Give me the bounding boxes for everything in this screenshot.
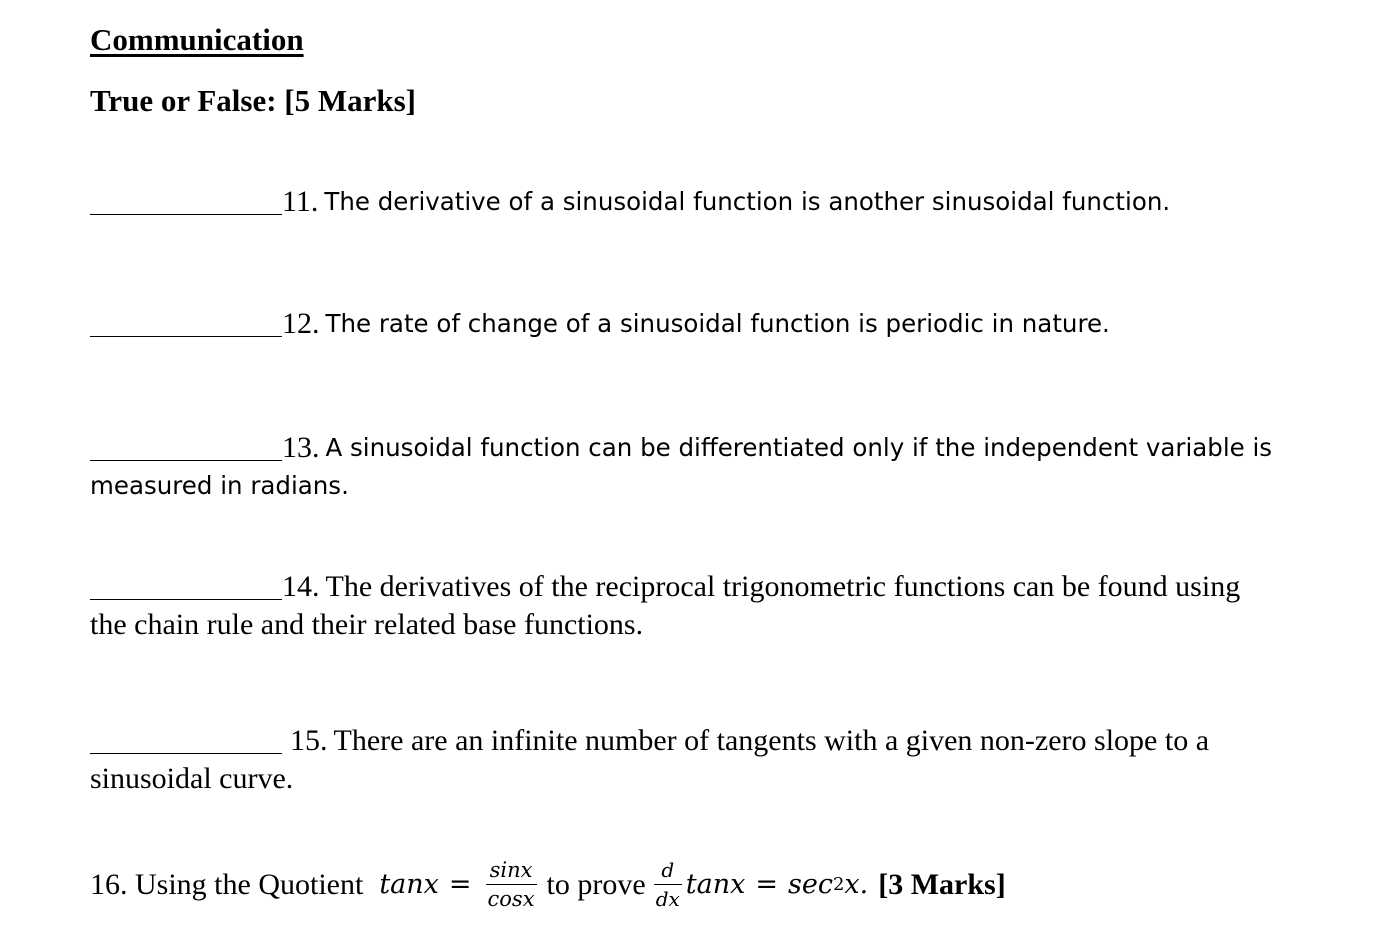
question-text: The derivatives of the reciprocal trigonometric functions can be found using	[325, 570, 1241, 603]
derivative-numerator: d	[661, 858, 675, 882]
math-lhs: tanx	[379, 869, 439, 900]
question-number: 14.	[282, 570, 320, 603]
question-11	[90, 185, 1350, 219]
answer-blank[interactable]	[90, 214, 282, 215]
question-text: A sinusoidal function can be differentiated only if the independent variable is	[325, 433, 1273, 462]
derivative-denominator: dx	[655, 887, 680, 911]
question-12	[90, 307, 1350, 341]
question-16-middle: to prove	[546, 867, 646, 901]
derivative-operator	[654, 858, 682, 911]
quotient-fraction	[486, 858, 537, 911]
section-subtitle: True or False: [5 Marks]	[90, 83, 416, 118]
answer-blank[interactable]	[90, 460, 282, 461]
question-text-continued: sinusoidal curve.	[90, 762, 294, 795]
math-rhs-exponent: 2	[832, 874, 845, 895]
question-number: 13.	[282, 431, 320, 464]
question-text-continued: the chain rule and their related base functions.	[90, 608, 644, 641]
answer-blank[interactable]	[90, 599, 282, 600]
question-text-continued: measured in radians.	[90, 471, 349, 500]
math-rhs-base: sec	[787, 869, 833, 900]
derivative-function: tanx	[685, 869, 746, 900]
answer-blank[interactable]	[90, 336, 282, 337]
fraction-numerator: sinx	[489, 858, 533, 882]
math-rhs-variable: x.	[844, 869, 869, 900]
question-text: The derivative of a sinusoidal function is another sinusoidal function.	[324, 187, 1171, 216]
question-15	[90, 724, 1350, 796]
question-number: 15.	[290, 724, 328, 757]
section-title: Communication	[90, 22, 304, 57]
math-equals: =	[448, 869, 472, 900]
question-text: There are an infinite number of tangents with a given non-zero slope to a	[333, 724, 1210, 757]
question-13	[90, 431, 1350, 503]
fraction-denominator: cosx	[487, 887, 535, 911]
question-16-prefix: 16. Using the Quotient	[90, 867, 364, 901]
answer-blank[interactable]	[90, 753, 282, 754]
question-16-marks: [3 Marks]	[878, 867, 1006, 901]
question-14	[90, 570, 1350, 642]
question-16	[90, 858, 1006, 911]
question-number: 12.	[282, 307, 320, 340]
math-equals-2: =	[755, 869, 778, 900]
question-number: 11.	[282, 185, 319, 218]
fraction-bar	[486, 884, 537, 885]
derivative-bar	[654, 884, 682, 885]
question-text: The rate of change of a sinusoidal function is periodic in nature.	[325, 309, 1110, 338]
